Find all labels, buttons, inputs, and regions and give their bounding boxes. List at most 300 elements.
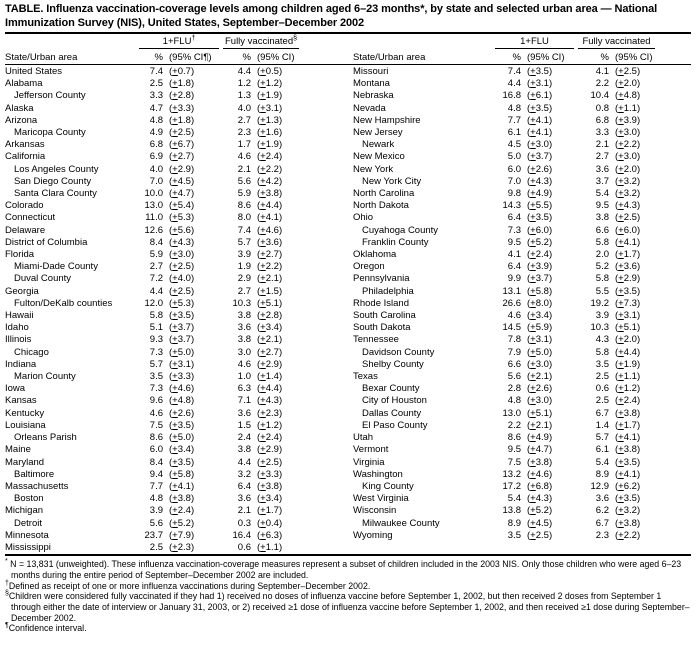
ci-cell: (+4.3) <box>257 395 283 407</box>
ci-cell: (+2.5) <box>257 456 283 468</box>
area-cell: Alaska <box>5 102 34 114</box>
percent-cell: 8.9 <box>595 468 609 480</box>
area-cell: Kansas <box>5 395 37 407</box>
percent-cell: 13.0 <box>144 200 163 212</box>
table-row <box>5 444 301 456</box>
state-column-header: State/Urban area <box>5 51 78 63</box>
percent-cell: 7.8 <box>507 334 521 346</box>
percent-cell: 4.1 <box>507 249 521 261</box>
table-row <box>353 151 657 163</box>
ci-cell: (+3.5) <box>169 456 195 468</box>
ci-column-header: (95% CI) <box>527 51 565 63</box>
percent-cell: 6.7 <box>595 407 609 419</box>
percent-cell: 9.5 <box>595 200 609 212</box>
area-cell: Iowa <box>5 383 26 395</box>
percent-cell: 7.4 <box>237 224 251 236</box>
percent-cell: 7.1 <box>237 395 251 407</box>
percent-cell: 3.2 <box>237 468 251 480</box>
percent-cell: 2.1 <box>237 163 251 175</box>
percent-cell: 13.1 <box>502 285 521 297</box>
ci-cell: (+3.5) <box>615 456 641 468</box>
ci-cell: (+2.8) <box>169 90 195 102</box>
percent-column-header: % <box>242 51 251 63</box>
percent-cell: 4.4 <box>237 66 251 77</box>
ci-cell: (+5.5) <box>527 200 553 212</box>
ci-cell: (+2.4) <box>257 151 283 163</box>
area-cell: Detroit <box>14 517 42 529</box>
table-row <box>353 261 657 273</box>
ci-cell: (+2.5) <box>169 261 195 273</box>
ci-cell: (+3.9) <box>615 114 641 126</box>
ci-cell: (+2.1) <box>257 334 283 346</box>
table-row <box>353 66 657 78</box>
area-cell: West Virginia <box>353 493 409 505</box>
percent-cell: 7.4 <box>149 66 163 77</box>
table-row <box>5 408 301 420</box>
table-row <box>5 151 301 163</box>
percent-cell: 2.7 <box>237 114 251 126</box>
table-row <box>353 188 657 200</box>
percent-cell: 8.4 <box>149 456 163 468</box>
table-row <box>5 383 301 395</box>
percent-cell: 7.5 <box>149 419 163 431</box>
area-cell: Massachusetts <box>5 480 69 492</box>
ci-cell: (+1.1) <box>615 371 641 383</box>
percent-cell: 3.6 <box>237 407 251 419</box>
table-row <box>5 78 301 90</box>
area-cell: Connecticut <box>5 212 56 224</box>
ci-cell: (+4.2) <box>257 175 283 187</box>
table-row <box>5 273 301 285</box>
table-row <box>353 310 657 322</box>
percent-cell: 5.1 <box>149 322 163 334</box>
percent-cell: 8.6 <box>507 432 521 444</box>
area-cell: Kentucky <box>5 407 45 419</box>
ci-cell: (+2.5) <box>169 285 195 297</box>
table-row <box>353 518 657 530</box>
area-cell: Fulton/DeKalb counties <box>14 297 113 309</box>
ci-cell: (+3.8) <box>615 444 641 456</box>
area-cell: Wyoming <box>353 529 393 541</box>
table-row <box>5 127 301 139</box>
ci-cell: (+3.0) <box>615 151 641 163</box>
ci-cell: (+3.0) <box>615 127 641 139</box>
coverage-table-left <box>5 66 301 554</box>
area-cell: Minnesota <box>5 529 49 541</box>
ci-cell: (+4.4) <box>615 346 641 358</box>
percent-cell: 4.1 <box>595 66 609 77</box>
table-row <box>5 212 301 224</box>
ci-cell: (+3.1) <box>527 78 553 90</box>
percent-cell: 6.6 <box>507 358 521 370</box>
percent-cell: 5.7 <box>237 236 251 248</box>
ci-cell: (+3.8) <box>615 407 641 419</box>
ci-cell: (+3.2) <box>615 505 641 517</box>
table-row <box>353 444 657 456</box>
ci-cell: (+4.1) <box>615 236 641 248</box>
ci-cell: (+2.0) <box>615 78 641 90</box>
table-row <box>353 493 657 505</box>
area-cell: Jefferson County <box>14 90 86 102</box>
ci-cell: (+2.7) <box>169 151 195 163</box>
area-cell: Philadelphia <box>362 285 414 297</box>
area-cell: Washington <box>353 468 403 480</box>
area-cell: Duval County <box>14 273 72 285</box>
percent-cell: 9.3 <box>149 334 163 346</box>
percent-cell: 8.6 <box>149 432 163 444</box>
ci-cell: (+4.0) <box>169 273 195 285</box>
table-row <box>353 347 657 359</box>
ci-cell: (+5.3) <box>169 297 195 309</box>
percent-cell: 23.7 <box>144 529 163 541</box>
ci-cell: (+3.5) <box>169 310 195 322</box>
ci-cell: (+6.3) <box>257 529 283 541</box>
ci-cell: (+3.2) <box>615 175 641 187</box>
percent-cell: 2.7 <box>149 261 163 273</box>
ci-cell: (+4.8) <box>615 90 641 102</box>
ci-cell: (+3.0) <box>527 139 553 151</box>
percent-cell: 5.6 <box>237 175 251 187</box>
ci-cell: (+2.3) <box>257 407 283 419</box>
table-row <box>353 115 657 127</box>
area-cell: New York <box>353 163 394 175</box>
ci-cell: (+3.5) <box>527 66 553 77</box>
footnote: §Children were considered fully vaccinated if they had 1) received no doses of influenza vaccine before September 1, 2002, but then received 2 doses from September 1 through either the date of interview or January 31, 2003, or 2) received ≥1 dose of influenza vaccine before September 1, 2002, and then received ≥1 dose during September–December 2002. <box>5 590 690 623</box>
table-row <box>5 432 301 444</box>
ci-cell: (+2.3) <box>169 541 195 553</box>
ci-cell: (+2.5) <box>169 127 195 139</box>
ci-cell: (+4.3) <box>527 493 553 505</box>
table-header <box>5 34 691 64</box>
table-row <box>5 371 301 383</box>
footnote-marker: * <box>5 558 8 566</box>
group-header-fully-left: Fully vaccinated§ <box>221 34 301 49</box>
percent-cell: 9.9 <box>507 273 521 285</box>
area-cell: Maine <box>5 444 31 456</box>
percent-cell: 17.2 <box>502 480 521 492</box>
table-row <box>353 298 657 310</box>
ci-cell: (+3.1) <box>615 310 641 322</box>
area-cell: Dallas County <box>362 407 422 419</box>
state-column-header: State/Urban area <box>353 51 426 63</box>
ci-cell: (+3.7) <box>527 151 553 163</box>
ci-cell: (+1.9) <box>257 139 283 151</box>
ci-cell: (+5.4) <box>169 200 195 212</box>
percent-cell: 5.4 <box>595 456 609 468</box>
ci-cell: (+3.4) <box>257 322 283 334</box>
percent-cell: 10.4 <box>590 90 609 102</box>
table-row <box>353 237 657 249</box>
percent-cell: 3.9 <box>595 310 609 322</box>
percent-cell: 2.1 <box>595 139 609 151</box>
percent-cell: 10.3 <box>590 322 609 334</box>
ci-cell: (+2.5) <box>527 529 553 541</box>
table-row <box>5 115 301 127</box>
percent-cell: 4.6 <box>237 151 251 163</box>
area-cell: Davidson County <box>362 346 435 358</box>
area-cell: Shelby County <box>362 358 424 370</box>
table-row <box>5 103 301 115</box>
table-row <box>5 334 301 346</box>
percent-cell: 10.0 <box>144 188 163 200</box>
table-row <box>5 66 301 78</box>
area-cell: Maryland <box>5 456 45 468</box>
footnote-marker: § <box>5 590 9 598</box>
area-cell: Marion County <box>14 371 76 383</box>
table-row <box>5 395 301 407</box>
ci-cell: (+1.3) <box>257 114 283 126</box>
table-row <box>5 420 301 432</box>
ci-cell: (+4.5) <box>527 517 553 529</box>
percent-cell: 14.5 <box>502 322 521 334</box>
percent-cell: 3.6 <box>237 493 251 505</box>
ci-cell: (+2.5) <box>615 66 641 77</box>
area-cell: Wisconsin <box>353 505 397 517</box>
table-row <box>5 200 301 212</box>
ci-cell: (+6.8) <box>527 480 553 492</box>
percent-cell: 2.8 <box>507 383 521 395</box>
ci-cell: (+5.6) <box>169 224 195 236</box>
ci-cell: (+3.8) <box>527 456 553 468</box>
percent-column-header: % <box>154 51 163 63</box>
area-cell: New Jersey <box>353 127 403 139</box>
area-cell: Los Angeles County <box>14 163 99 175</box>
percent-cell: 3.6 <box>237 322 251 334</box>
ci-column-header: (95% CI) <box>257 51 295 63</box>
percent-cell: 5.6 <box>507 371 521 383</box>
table-row <box>5 347 301 359</box>
footnote: ¶Confidence interval. <box>5 622 87 634</box>
percent-cell: 4.6 <box>149 407 163 419</box>
percent-cell: 3.7 <box>595 175 609 187</box>
percent-cell: 6.0 <box>507 163 521 175</box>
percent-cell: 7.4 <box>507 66 521 77</box>
area-cell: Georgia <box>5 285 39 297</box>
percent-cell: 12.9 <box>590 480 609 492</box>
table-row <box>353 371 657 383</box>
percent-cell: 1.2 <box>237 78 251 90</box>
percent-cell: 4.6 <box>507 310 521 322</box>
percent-cell: 9.5 <box>507 444 521 456</box>
area-cell: Chicago <box>14 346 49 358</box>
table-row <box>5 359 301 371</box>
percent-column-header: % <box>600 51 609 63</box>
ci-cell: (+3.4) <box>257 493 283 505</box>
percent-cell: 13.2 <box>502 468 521 480</box>
area-cell: Pennsylvania <box>353 273 410 285</box>
area-cell: San Diego County <box>14 175 92 187</box>
ci-cell: (+0.7) <box>169 66 195 77</box>
percent-cell: 3.9 <box>237 249 251 261</box>
ci-cell: (+5.9) <box>527 322 553 334</box>
percent-cell: 3.5 <box>507 529 521 541</box>
percent-cell: 4.4 <box>237 456 251 468</box>
area-cell: Rhode Island <box>353 297 409 309</box>
page-title: TABLE. Influenza vaccination-coverage levels among children aged 6–23 months*, by state and selected urban area — National Immunization Survey (NIS), United States, September–December 2002 <box>5 3 658 29</box>
footnote: * N = 13,831 (unweighted). These influenza vaccination-coverage measures represent a subset of children included in the 2003 NIS. Only those children who were aged 6–23 months during the entire period of September–December 2002 are included. <box>5 558 682 580</box>
header-table-right <box>353 34 657 64</box>
ci-cell: (+2.9) <box>615 273 641 285</box>
ci-cell: (+4.6) <box>169 383 195 395</box>
ci-cell: (+3.2) <box>615 188 641 200</box>
table-row <box>353 273 657 285</box>
table-row <box>5 176 301 188</box>
ci-cell: (+3.4) <box>527 310 553 322</box>
area-cell: Maricopa County <box>14 127 86 139</box>
percent-cell: 4.8 <box>507 395 521 407</box>
area-cell: Vermont <box>353 444 389 456</box>
ci-cell: (+7.3) <box>615 297 641 309</box>
ci-cell: (+5.2) <box>527 505 553 517</box>
ci-cell: (+2.6) <box>527 383 553 395</box>
table-row <box>5 237 301 249</box>
percent-cell: 4.8 <box>149 493 163 505</box>
percent-cell: 3.8 <box>237 310 251 322</box>
ci-cell: (+4.3) <box>169 236 195 248</box>
table-row <box>5 530 301 542</box>
table-row <box>5 493 301 505</box>
area-cell: Oregon <box>353 261 385 273</box>
percent-cell: 3.8 <box>595 212 609 224</box>
ci-cell: (+2.0) <box>615 163 641 175</box>
ci-cell: (+0.5) <box>257 66 283 77</box>
table-row <box>353 420 657 432</box>
area-cell: Milwaukee County <box>362 517 440 529</box>
area-cell: Louisiana <box>5 419 46 431</box>
percent-cell: 3.3 <box>595 127 609 139</box>
percent-cell: 0.6 <box>237 541 251 553</box>
area-cell: Idaho <box>5 322 29 334</box>
ci-cell: (+4.9) <box>527 432 553 444</box>
ci-cell: (+3.1) <box>169 358 195 370</box>
footnote-marker: † <box>5 579 9 587</box>
ci-cell: (+2.4) <box>615 395 641 407</box>
ci-cell: (+1.7) <box>257 505 283 517</box>
percent-cell: 6.0 <box>149 444 163 456</box>
table-row <box>353 78 657 90</box>
table-row <box>353 322 657 334</box>
area-cell: Alabama <box>5 78 43 90</box>
percent-cell: 4.4 <box>507 78 521 90</box>
percent-cell: 13.0 <box>502 407 521 419</box>
ci-cell: (+1.2) <box>257 78 283 90</box>
group-header-flu-right: 1+FLU <box>493 34 576 49</box>
table-row <box>5 542 301 554</box>
area-cell: South Carolina <box>353 310 416 322</box>
ci-cell: (+8.0) <box>527 297 553 309</box>
percent-cell: 7.2 <box>149 273 163 285</box>
ci-cell: (+5.0) <box>169 346 195 358</box>
percent-cell: 5.8 <box>595 236 609 248</box>
area-cell: Ohio <box>353 212 374 224</box>
ci-cell: (+4.4) <box>257 200 283 212</box>
ci-cell: (+6.0) <box>527 224 553 236</box>
ci-cell: (+4.4) <box>257 383 283 395</box>
area-cell: North Carolina <box>353 188 415 200</box>
ci-column-header: (95% CI¶) <box>169 51 212 63</box>
percent-cell: 3.5 <box>595 358 609 370</box>
ci-cell: (+2.1) <box>527 419 553 431</box>
percent-cell: 3.8 <box>237 444 251 456</box>
ci-cell: (+2.5) <box>615 212 641 224</box>
percent-cell: 12.0 <box>144 297 163 309</box>
percent-cell: 6.4 <box>237 480 251 492</box>
area-cell: Miami-Dade County <box>14 261 98 273</box>
percent-cell: 13.8 <box>502 505 521 517</box>
table-row <box>353 139 657 151</box>
percent-cell: 5.8 <box>595 273 609 285</box>
percent-cell: 0.3 <box>237 517 251 529</box>
percent-cell: 5.4 <box>507 493 521 505</box>
ci-cell: (+2.8) <box>257 310 283 322</box>
table-row <box>353 469 657 481</box>
percent-cell: 1.9 <box>237 261 251 273</box>
table-row <box>353 127 657 139</box>
ci-cell: (+2.2) <box>257 163 283 175</box>
ci-cell: (+5.2) <box>169 517 195 529</box>
percent-cell: 2.3 <box>595 529 609 541</box>
ci-cell: (+4.1) <box>615 432 641 444</box>
percent-cell: 2.5 <box>595 371 609 383</box>
percent-cell: 9.5 <box>507 236 521 248</box>
percent-cell: 4.0 <box>149 163 163 175</box>
table-row <box>5 225 301 237</box>
ci-cell: (+1.5) <box>257 285 283 297</box>
ci-cell: (+4.5) <box>169 175 195 187</box>
ci-cell: (+3.6) <box>257 236 283 248</box>
ci-cell: (+3.8) <box>615 517 641 529</box>
ci-cell: (+5.1) <box>615 322 641 334</box>
percent-cell: 2.7 <box>237 285 251 297</box>
percent-cell: 3.0 <box>237 346 251 358</box>
percent-cell: 4.4 <box>149 285 163 297</box>
percent-cell: 9.6 <box>149 395 163 407</box>
percent-cell: 5.9 <box>237 188 251 200</box>
table-row <box>353 212 657 224</box>
percent-cell: 5.5 <box>595 285 609 297</box>
percent-cell: 2.5 <box>595 395 609 407</box>
area-cell: Baltimore <box>14 468 55 480</box>
ci-cell: (+3.1) <box>527 334 553 346</box>
table-row <box>353 164 657 176</box>
area-cell: Arkansas <box>5 139 45 151</box>
area-cell: Tennessee <box>353 334 399 346</box>
percent-cell: 6.7 <box>595 517 609 529</box>
ci-cell: (+3.5) <box>615 493 641 505</box>
area-cell: Texas <box>353 371 378 383</box>
area-cell: Hawaii <box>5 310 34 322</box>
area-cell: Michigan <box>5 505 44 517</box>
table-row <box>353 225 657 237</box>
ci-cell: (+5.8) <box>527 285 553 297</box>
percent-cell: 2.2 <box>595 78 609 90</box>
percent-cell: 4.6 <box>237 358 251 370</box>
percent-cell: 2.0 <box>595 249 609 261</box>
percent-cell: 7.0 <box>507 175 521 187</box>
ci-cell: (+3.7) <box>169 322 195 334</box>
coverage-table-right <box>353 66 657 542</box>
table-row <box>5 481 301 493</box>
percent-cell: 3.5 <box>149 371 163 383</box>
percent-cell: 16.8 <box>502 90 521 102</box>
table-body <box>5 66 691 554</box>
percent-cell: 2.9 <box>237 273 251 285</box>
percent-cell: 5.8 <box>149 310 163 322</box>
group-header-flu-left: 1+FLU† <box>137 34 221 49</box>
percent-cell: 6.6 <box>595 224 609 236</box>
ci-cell: (+3.1) <box>257 102 283 114</box>
ci-cell: (+5.0) <box>527 346 553 358</box>
